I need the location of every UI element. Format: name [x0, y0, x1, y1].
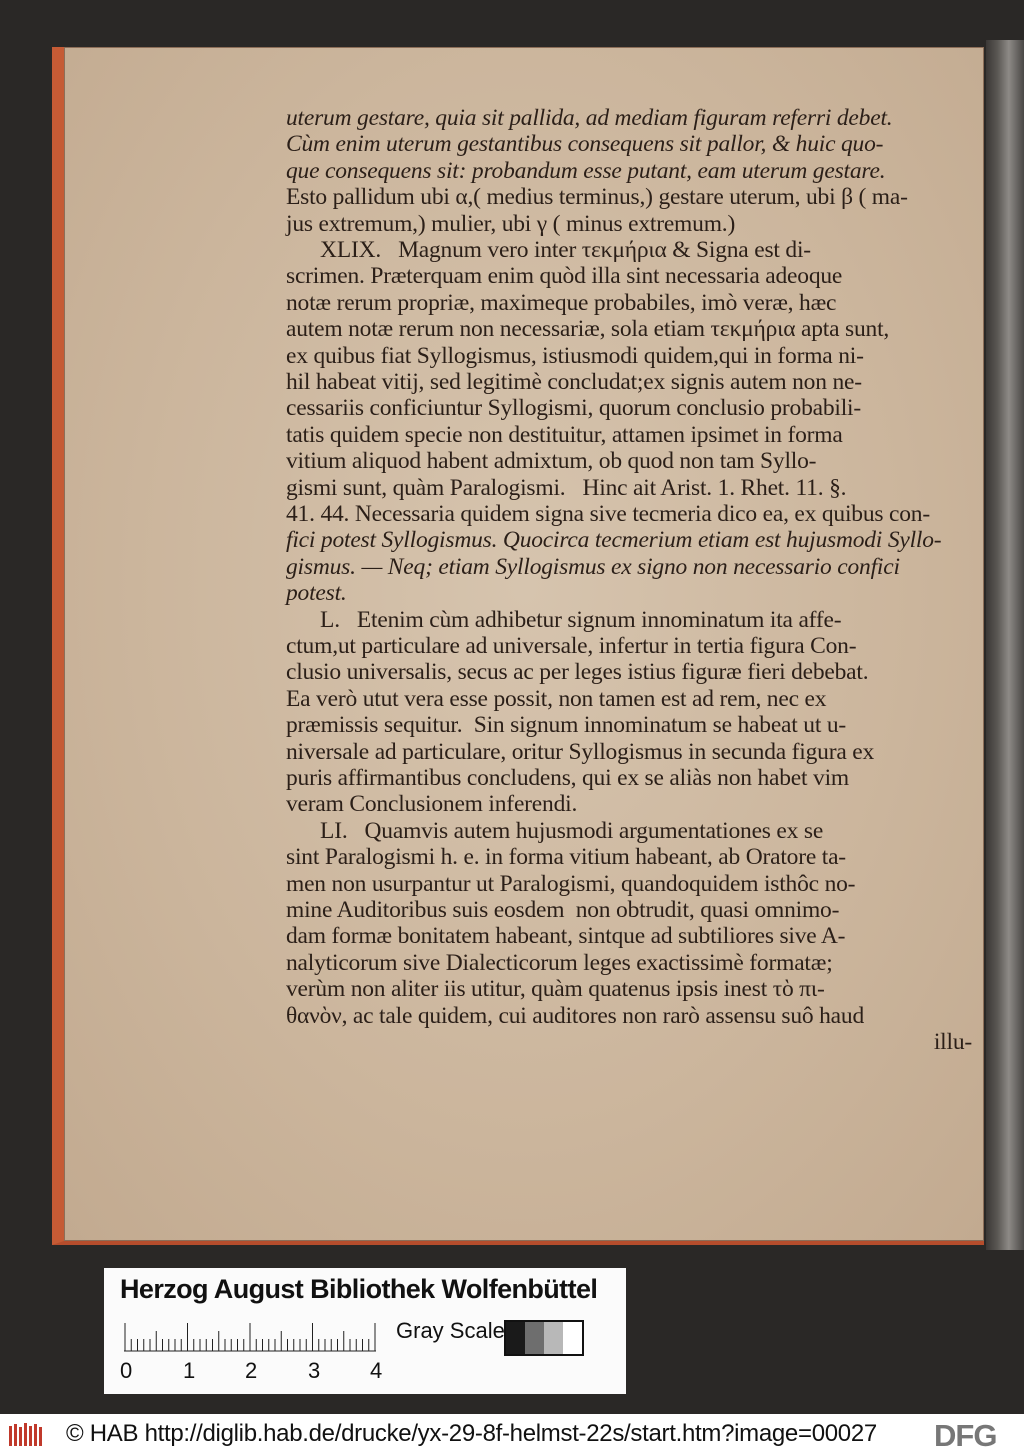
text-line: Cùm enim uterum gestantibus consequens sit pallor, & huic quo- — [286, 131, 884, 158]
catchword: illu- — [933, 1029, 972, 1055]
gray-patch — [525, 1322, 544, 1354]
text-line: veram Conclusionem inferendi. — [286, 791, 578, 818]
gray-patch — [506, 1322, 525, 1354]
ruler-number: 3 — [308, 1358, 321, 1383]
text-line: cessariis conficiuntur Syllogismi, quorum conclusio probabili- — [286, 395, 862, 422]
text-line: niversale ad particulare, oritur Syllogismus in secunda figura ex — [286, 738, 875, 765]
text-line: nalyticorum sive Dialecticorum leges exactissimè formatæ; — [286, 949, 833, 976]
text-line: ex quibus fiat Syllogismus, istiusmodi quidem,qui in forma ni- — [286, 342, 864, 369]
gray-patch — [563, 1322, 582, 1354]
text-line: Ea verò utut vera esse possit, non tamen est ad rem, nec ex — [286, 685, 827, 712]
gray-patch — [544, 1322, 563, 1354]
text-line: ctum,ut particulare ad universale, infertur in tertia figura Con- — [286, 633, 857, 659]
text-line: tatis quidem specie non destituitur, attamen ipsimet in forma — [286, 421, 843, 448]
text-line: 41. 44. Necessaria quidem signa sive tecmeria dico ea, ex quibus con- — [286, 501, 930, 527]
text-line: fici potest Syllogismus. Quocirca tecmerium etiam est hujusmodi Syllo- — [286, 527, 942, 554]
text-line: gismi sunt, quàm Paralogismi. Hinc ait Arist. 1. Rhet. 11. §. — [286, 474, 847, 501]
text-line: hil habeat vitij, sed legitimè concludat;ex signis autem non ne- — [286, 369, 862, 395]
text-line: clusio universalis, secus ac per leges istius figuræ fieri debebat. — [286, 659, 869, 686]
text-line: Esto pallidum ubi α,( medius terminus,) gestare uterum, ubi β ( ma- — [286, 184, 908, 211]
color-reference-ruler — [104, 1268, 626, 1394]
ruler-number: 2 — [245, 1358, 258, 1383]
dfg-logo: DFG — [934, 1418, 997, 1453]
text-line: gismus. — Neq; etiam Syllogismus ex signo non necessario confici — [286, 553, 900, 580]
ruler-number: 1 — [183, 1358, 196, 1383]
book-spine-edge — [986, 40, 1024, 1250]
ruler-scale — [124, 1322, 380, 1352]
source-link[interactable]: © HAB http://diglib.hab.de/drucke/yx-29-8f-helmst-22s/start.htm?image=00027 — [66, 1420, 877, 1447]
book-page — [52, 47, 984, 1245]
text-line: sint Paralogismi h. e. in forma vitium habeant, ab Oratore ta- — [286, 844, 846, 871]
text-line: XLIX. Magnum vero inter τεκμήρια & Signa est di- — [286, 237, 811, 263]
ruler-number: 4 — [370, 1358, 383, 1383]
ruler-ticks — [124, 1322, 380, 1352]
text-line: jus extremum,) mulier, ubi γ ( minus extremum.) — [286, 210, 736, 237]
text-line: mine Auditoribus suis eosdem non obtrudit, quasi omnimo- — [286, 897, 840, 923]
text-line: dam formæ bonitatem habeant, sintque ad subtiliores sive A- — [286, 923, 846, 950]
text-line: uterum gestare, quia sit pallida, ad mediam figuram referri debet. — [286, 105, 893, 131]
text-line: men non usurpantur ut Paralogismi, quandoquidem isthôc no- — [286, 870, 856, 897]
gray-scale-patches — [504, 1320, 584, 1356]
footer-bar — [0, 1414, 1024, 1454]
text-line: vitium aliquod habent admixtum, ob quod non tam Syllo- — [286, 448, 817, 475]
hab-logo-icon — [8, 1422, 44, 1448]
text-line: notæ rerum propriæ, maximeque probabiles, imò veræ, hæc — [286, 289, 837, 316]
text-line: LI. Quamvis autem hujusmodi argumentationes ex se — [286, 817, 824, 844]
text-line: puris affirmantibus concludens, qui ex se aliàs non habet vim — [286, 765, 849, 791]
ruler-title: Herzog August Bibliothek Wolfenbüttel — [120, 1274, 598, 1304]
text-line: scrimen. Præterquam enim quòd illa sint necessaria adeoque — [286, 263, 843, 290]
text-line: verùm non aliter iis utitur, quàm quatenus ipsis inest τὸ πι- — [286, 976, 825, 1003]
gray-scale-label: Gray Scale — [396, 1318, 505, 1343]
text-line: præmissis sequitur. Sin signum innominatum se habeat ut u- — [286, 712, 847, 739]
text-line: θανὸν, ac tale quidem, cui auditores non rarò assensu suô haud — [286, 1002, 864, 1029]
text-line: que consequens sit: probandum esse putant, eam uterum gestare. — [286, 157, 886, 184]
text-line: autem notæ rerum non necessariæ, sola etiam τεκμήρια apta sunt, — [286, 316, 890, 343]
text-line: potest. — [286, 580, 347, 607]
text-line: L. Etenim cùm adhibetur signum innominatum ita affe- — [286, 606, 842, 633]
ruler-number: 0 — [120, 1358, 133, 1383]
